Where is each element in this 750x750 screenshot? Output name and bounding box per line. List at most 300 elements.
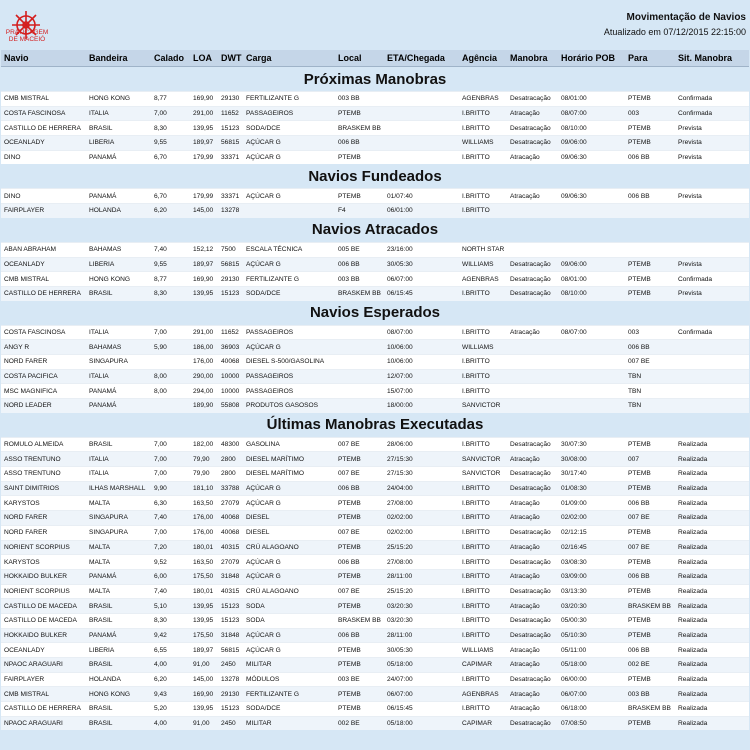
table-cell: Realizada <box>675 525 749 540</box>
table-cell: TBN <box>625 384 675 399</box>
table-cell: Prevista <box>675 150 749 164</box>
table-cell <box>675 354 749 369</box>
table-cell: 36903 <box>218 340 243 355</box>
table-cell: Realizada <box>675 569 749 584</box>
table-cell: Realizada <box>675 511 749 526</box>
table-cell <box>507 242 558 257</box>
table-cell: 10000 <box>218 384 243 399</box>
table-cell: 40068 <box>218 525 243 540</box>
table-cell: 8,30 <box>151 286 190 300</box>
table-cell: PANAMÁ <box>86 150 151 164</box>
table-cell: BRASIL <box>86 613 151 628</box>
column-header: Bandeira <box>86 50 151 67</box>
table-cell: 006 BB <box>335 257 384 272</box>
column-header: Agência <box>459 50 507 67</box>
table-cell: 15/07:00 <box>384 384 459 399</box>
table-cell: 189,97 <box>190 643 218 658</box>
table-cell: 27/15:30 <box>384 467 459 482</box>
table-cell: 03/20:30 <box>384 613 459 628</box>
table-cell: 02/12:15 <box>558 525 625 540</box>
table-cell <box>675 369 749 384</box>
table-cell: 27/08:00 <box>384 496 459 511</box>
table-cell: DIESEL MARÍTIMO <box>243 467 335 482</box>
table-cell: 40068 <box>218 354 243 369</box>
table-cell: 30/08:00 <box>558 452 625 467</box>
table-row <box>1 481 749 496</box>
table-cell: 08/07:00 <box>384 325 459 340</box>
column-header: Manobra <box>507 50 558 67</box>
table-cell: Realizada <box>675 496 749 511</box>
table-cell: 28/11:00 <box>384 569 459 584</box>
table-cell: PTEMB <box>625 257 675 272</box>
table-cell: SANVICTOR <box>459 399 507 413</box>
table-row <box>1 658 749 673</box>
table-cell: Atracação <box>507 599 558 614</box>
table-cell: 56815 <box>218 136 243 151</box>
table-cell: 003 BB <box>335 272 384 287</box>
table-cell: 007 BE <box>335 584 384 599</box>
logo-text-line2: DE MACEIÓ <box>8 36 46 43</box>
table-row <box>1 384 749 399</box>
table-cell: 007 BE <box>335 437 384 452</box>
table-row <box>1 702 749 717</box>
table-row <box>1 687 749 702</box>
table-cell: ABAN ABRAHAM <box>1 242 86 257</box>
table-cell: PTEMB <box>625 286 675 300</box>
section-title: Navios Esperados <box>1 301 749 326</box>
table-cell: FERTILIZANTE G <box>243 687 335 702</box>
table-cell: 15123 <box>218 286 243 300</box>
table-cell: CAPIMAR <box>459 716 507 730</box>
table-cell: Desatracação <box>507 481 558 496</box>
table-cell: BAHAMAS <box>86 340 151 355</box>
table-cell: 189,90 <box>190 399 218 413</box>
table-cell: 181,10 <box>190 481 218 496</box>
table-row <box>1 628 749 643</box>
section-header-row <box>1 301 749 326</box>
table-cell: 8,00 <box>151 384 190 399</box>
table-cell: FERTILIZANTE G <box>243 92 335 107</box>
table-cell: 01/07:40 <box>384 189 459 204</box>
table-cell: 7,00 <box>151 452 190 467</box>
table-cell: 02/02:00 <box>384 511 459 526</box>
table-cell <box>384 92 459 107</box>
table-row <box>1 136 749 151</box>
table-cell: Atracação <box>507 496 558 511</box>
table-row <box>1 121 749 136</box>
table-cell: BRASIL <box>86 716 151 730</box>
table-cell: AÇÚCAR G <box>243 136 335 151</box>
table-cell: 06/15:45 <box>384 286 459 300</box>
table-cell: 33371 <box>218 189 243 204</box>
table-cell: BRASKEM BB <box>335 286 384 300</box>
table-cell: 06/07:00 <box>384 687 459 702</box>
table-cell: 28/11:00 <box>384 628 459 643</box>
table-cell: 002 BE <box>625 658 675 673</box>
table-cell: KARYSTOS <box>1 496 86 511</box>
table-cell: Atracação <box>507 540 558 555</box>
table-cell: NORTH STAR <box>459 242 507 257</box>
table-cell: 2800 <box>218 452 243 467</box>
table-row <box>1 437 749 452</box>
table-cell: 007 BE <box>335 525 384 540</box>
table-cell: Realizada <box>675 540 749 555</box>
table-cell: HOLANDA <box>86 672 151 687</box>
table-cell: 189,97 <box>190 136 218 151</box>
table-cell: Atracação <box>507 325 558 340</box>
table-cell: 175,50 <box>190 628 218 643</box>
table-cell: 08/01:00 <box>558 92 625 107</box>
table-cell: 182,00 <box>190 437 218 452</box>
table-cell: 40315 <box>218 584 243 599</box>
table-cell: Desatracação <box>507 286 558 300</box>
table-cell: CMB MISTRAL <box>1 92 86 107</box>
table-cell: HOKKAIDO BULKER <box>1 628 86 643</box>
table-cell: PANAMÁ <box>86 189 151 204</box>
table-cell: ILHAS MARSHALL <box>86 481 151 496</box>
table-cell: DIESEL <box>243 525 335 540</box>
table-cell: F4 <box>335 204 384 218</box>
table-cell: ITALIA <box>86 325 151 340</box>
table-cell: CASTILLO DE HERRERA <box>1 702 86 717</box>
table-cell: 8,77 <box>151 272 190 287</box>
table-cell: Realizada <box>675 716 749 730</box>
table-cell: 9,55 <box>151 257 190 272</box>
table-cell: Realizada <box>675 702 749 717</box>
table-cell: I.BRITTO <box>459 569 507 584</box>
table-cell <box>558 340 625 355</box>
table-cell: PTEMB <box>335 150 384 164</box>
table-cell: 27079 <box>218 496 243 511</box>
table-cell: WILLIAMS <box>459 340 507 355</box>
table-cell: I.BRITTO <box>459 613 507 628</box>
table-cell: PRODUTOS GASOSOS <box>243 399 335 413</box>
table-cell: 180,01 <box>190 584 218 599</box>
table-cell: CMB MISTRAL <box>1 272 86 287</box>
table-cell: LIBERIA <box>86 257 151 272</box>
table-cell: I.BRITTO <box>459 189 507 204</box>
table-cell: 6,20 <box>151 204 190 218</box>
table-cell: MALTA <box>86 540 151 555</box>
table-cell: 145,00 <box>190 204 218 218</box>
table-row <box>1 242 749 257</box>
table-cell: Desatracação <box>507 584 558 599</box>
table-cell: 03/08:30 <box>558 555 625 570</box>
table-cell: Realizada <box>675 628 749 643</box>
table-cell: HONG KONG <box>86 92 151 107</box>
table-cell: Prevista <box>675 189 749 204</box>
table-cell <box>558 354 625 369</box>
table-cell: PTEMB <box>625 555 675 570</box>
table-cell: 003 <box>625 325 675 340</box>
table-cell: Desatracação <box>507 92 558 107</box>
table-cell: 186,00 <box>190 340 218 355</box>
column-header: Carga <box>243 50 335 67</box>
table-row <box>1 106 749 121</box>
column-header: Navio <box>1 50 86 67</box>
table-cell <box>507 384 558 399</box>
table-cell: PTEMB <box>335 496 384 511</box>
table-cell: TBN <box>625 399 675 413</box>
table-cell: 006 BB <box>625 150 675 164</box>
table-cell: Desatracação <box>507 437 558 452</box>
table-cell: Prevista <box>675 286 749 300</box>
table-cell: 09/06:00 <box>558 257 625 272</box>
table-cell: 139,95 <box>190 702 218 717</box>
table-cell: BRASIL <box>86 658 151 673</box>
table-cell: Atracação <box>507 452 558 467</box>
table-cell: 05/18:00 <box>558 658 625 673</box>
table-cell: Realizada <box>675 613 749 628</box>
table-cell: Atracação <box>507 106 558 121</box>
table-cell: 2450 <box>218 716 243 730</box>
table-cell: PTEMB <box>625 272 675 287</box>
table-cell: I.BRITTO <box>459 511 507 526</box>
table-cell: 006 BB <box>625 643 675 658</box>
table-cell: Confirmada <box>675 92 749 107</box>
table-cell: I.BRITTO <box>459 384 507 399</box>
table-cell: 18/00:00 <box>384 399 459 413</box>
table-cell: 31848 <box>218 628 243 643</box>
table-row <box>1 354 749 369</box>
table-cell: 55808 <box>218 399 243 413</box>
table-cell: Prevista <box>675 136 749 151</box>
table-cell: Atracação <box>507 569 558 584</box>
table-cell: 8,30 <box>151 613 190 628</box>
table-cell: 003 BE <box>335 672 384 687</box>
table-cell: 29130 <box>218 687 243 702</box>
table-cell: 11652 <box>218 106 243 121</box>
last-updated: Atualizado em 07/12/2015 22:15:00 <box>603 27 746 37</box>
table-cell: MALTA <box>86 496 151 511</box>
table-cell: PTEMB <box>625 613 675 628</box>
table-cell: PTEMB <box>625 92 675 107</box>
table-cell <box>507 340 558 355</box>
table-cell: I.BRITTO <box>459 525 507 540</box>
table-cell: SODA/DCE <box>243 286 335 300</box>
column-header: LOA <box>190 50 218 67</box>
table-cell: 4,00 <box>151 658 190 673</box>
table-cell: MALTA <box>86 555 151 570</box>
table-cell: PTEMB <box>335 569 384 584</box>
column-header: Para <box>625 50 675 67</box>
table-cell: Desatracação <box>507 257 558 272</box>
table-cell: PASSAGEIROS <box>243 369 335 384</box>
table-cell: 27/08:00 <box>384 555 459 570</box>
table-cell: 91,00 <box>190 716 218 730</box>
table-cell: 01/08:30 <box>558 481 625 496</box>
table-cell: FAIRPLAYER <box>1 204 86 218</box>
table-cell: PTEMB <box>625 121 675 136</box>
table-cell: AÇÚCAR G <box>243 628 335 643</box>
table-cell: 4,00 <box>151 716 190 730</box>
table-cell: 24/07:00 <box>384 672 459 687</box>
table-cell: WILLIAMS <box>459 643 507 658</box>
table-cell <box>558 369 625 384</box>
table-cell: 294,00 <box>190 384 218 399</box>
table-cell: 2800 <box>218 467 243 482</box>
table-row <box>1 204 749 218</box>
table-cell: 08/07:00 <box>558 325 625 340</box>
table-cell: 30/17:40 <box>558 467 625 482</box>
table-cell: 7,00 <box>151 106 190 121</box>
table-cell: AÇÚCAR G <box>243 481 335 496</box>
table-cell: Realizada <box>675 658 749 673</box>
table-cell: HOKKAIDO BULKER <box>1 569 86 584</box>
table-cell: PTEMB <box>335 540 384 555</box>
table-cell: OCEANLADY <box>1 136 86 151</box>
table-cell: PTEMB <box>335 658 384 673</box>
table-cell: 91,00 <box>190 658 218 673</box>
table-cell: 25/15:20 <box>384 540 459 555</box>
section-header-row <box>1 67 749 92</box>
table-cell: PTEMB <box>335 702 384 717</box>
table-cell: 10/06:00 <box>384 340 459 355</box>
table-cell <box>558 204 625 218</box>
table-cell: BRASKEM BB <box>335 613 384 628</box>
table-cell: Desatracação <box>507 467 558 482</box>
section-title: Navios Fundeados <box>1 164 749 189</box>
section-header-row <box>1 218 749 243</box>
table-cell <box>558 384 625 399</box>
table-cell: AGENBRAS <box>459 687 507 702</box>
table-cell: 006 BB <box>335 136 384 151</box>
table-cell <box>384 106 459 121</box>
page-header <box>0 0 750 50</box>
table-row <box>1 257 749 272</box>
table-cell: HONG KONG <box>86 272 151 287</box>
table-cell: ASSO TRENTUNO <box>1 467 86 482</box>
table-cell: SODA/DCE <box>243 702 335 717</box>
table-cell: AGENBRAS <box>459 92 507 107</box>
table-cell: 139,95 <box>190 121 218 136</box>
table-cell: 06/15:45 <box>384 702 459 717</box>
table-cell: 006 BB <box>625 496 675 511</box>
table-cell: PASSAGEIROS <box>243 384 335 399</box>
table-cell: BAHAMAS <box>86 242 151 257</box>
table-cell <box>675 204 749 218</box>
table-cell <box>507 369 558 384</box>
table-cell: 27/15:30 <box>384 452 459 467</box>
table-cell: 176,00 <box>190 511 218 526</box>
table-row <box>1 569 749 584</box>
table-row <box>1 92 749 107</box>
table-cell: ANGY R <box>1 340 86 355</box>
table-row <box>1 340 749 355</box>
table-cell: PTEMB <box>335 511 384 526</box>
table-cell: OCEANLADY <box>1 257 86 272</box>
table-cell: 163,50 <box>190 496 218 511</box>
table-cell: PTEMB <box>335 189 384 204</box>
table-cell: DIESEL MARÍTIMO <box>243 452 335 467</box>
table-cell: Prevista <box>675 121 749 136</box>
table-cell <box>675 340 749 355</box>
table-cell: Realizada <box>675 452 749 467</box>
table-cell: 23/16:00 <box>384 242 459 257</box>
table-cell: 291,00 <box>190 106 218 121</box>
table-cell: I.BRITTO <box>459 702 507 717</box>
table-cell: SANVICTOR <box>459 467 507 482</box>
table-cell: 6,70 <box>151 150 190 164</box>
table-cell: BRASKEM BB <box>625 599 675 614</box>
table-cell: 2450 <box>218 658 243 673</box>
table-cell: 15123 <box>218 613 243 628</box>
table-row <box>1 452 749 467</box>
table-cell: NORD LEADER <box>1 399 86 413</box>
table-cell: 15123 <box>218 121 243 136</box>
table-cell: 29130 <box>218 92 243 107</box>
table-cell: AÇÚCAR G <box>243 496 335 511</box>
table-cell: 03/20:30 <box>384 599 459 614</box>
table-cell: Realizada <box>675 599 749 614</box>
table-cell: Desatracação <box>507 628 558 643</box>
table-cell: 30/05:30 <box>384 257 459 272</box>
table-cell: 24/04:00 <box>384 481 459 496</box>
table-cell: 7,00 <box>151 467 190 482</box>
table-cell: 09/06:30 <box>558 189 625 204</box>
table-cell <box>335 325 384 340</box>
table-cell: PANAMÁ <box>86 628 151 643</box>
table-cell: SODA <box>243 613 335 628</box>
table-cell: 7,40 <box>151 511 190 526</box>
table-row <box>1 555 749 570</box>
table-cell: I.BRITTO <box>459 150 507 164</box>
table-cell <box>384 121 459 136</box>
table-cell: 05/10:30 <box>558 628 625 643</box>
table-cell: 002 BE <box>335 716 384 730</box>
table-cell: SANVICTOR <box>459 452 507 467</box>
table-cell: COSTA FASCINOSA <box>1 106 86 121</box>
table-cell: Prevista <box>675 257 749 272</box>
table-cell: 09/06:30 <box>558 150 625 164</box>
table-cell: 31848 <box>218 569 243 584</box>
table-cell: 9,90 <box>151 481 190 496</box>
table-cell <box>384 136 459 151</box>
ship-movement-table <box>1 50 749 730</box>
table-cell: 10000 <box>218 369 243 384</box>
table-cell: CRÚ ALAGOANO <box>243 540 335 555</box>
table-cell: 169,90 <box>190 92 218 107</box>
table-cell: Realizada <box>675 687 749 702</box>
column-header: Calado <box>151 50 190 67</box>
table-cell: NORIENT SCORPIUS <box>1 540 86 555</box>
section-title: Últimas Manobras Executadas <box>1 413 749 438</box>
table-cell: AÇÚCAR G <box>243 340 335 355</box>
table-cell: I.BRITTO <box>459 121 507 136</box>
table-cell: 6,00 <box>151 569 190 584</box>
table-cell: I.BRITTO <box>459 481 507 496</box>
table-cell: Confirmada <box>675 325 749 340</box>
table-cell: Atracação <box>507 687 558 702</box>
table-cell: 6,70 <box>151 189 190 204</box>
table-cell: 30/07:30 <box>558 437 625 452</box>
table-cell: I.BRITTO <box>459 437 507 452</box>
table-cell: BRASIL <box>86 599 151 614</box>
table-cell: AÇÚCAR G <box>243 150 335 164</box>
table-cell: 27079 <box>218 555 243 570</box>
table-cell: 7,00 <box>151 325 190 340</box>
table-cell: AÇÚCAR G <box>243 189 335 204</box>
table-cell: Atracação <box>507 511 558 526</box>
table-cell: Desatracação <box>507 121 558 136</box>
table-cell: 006 BB <box>625 569 675 584</box>
table-cell: OCEANLADY <box>1 643 86 658</box>
table-cell: I.BRITTO <box>459 599 507 614</box>
table-cell: 189,97 <box>190 257 218 272</box>
table-cell: MSC MAGNIFICA <box>1 384 86 399</box>
table-cell: PASSAGEIROS <box>243 325 335 340</box>
table-cell: WILLIAMS <box>459 136 507 151</box>
